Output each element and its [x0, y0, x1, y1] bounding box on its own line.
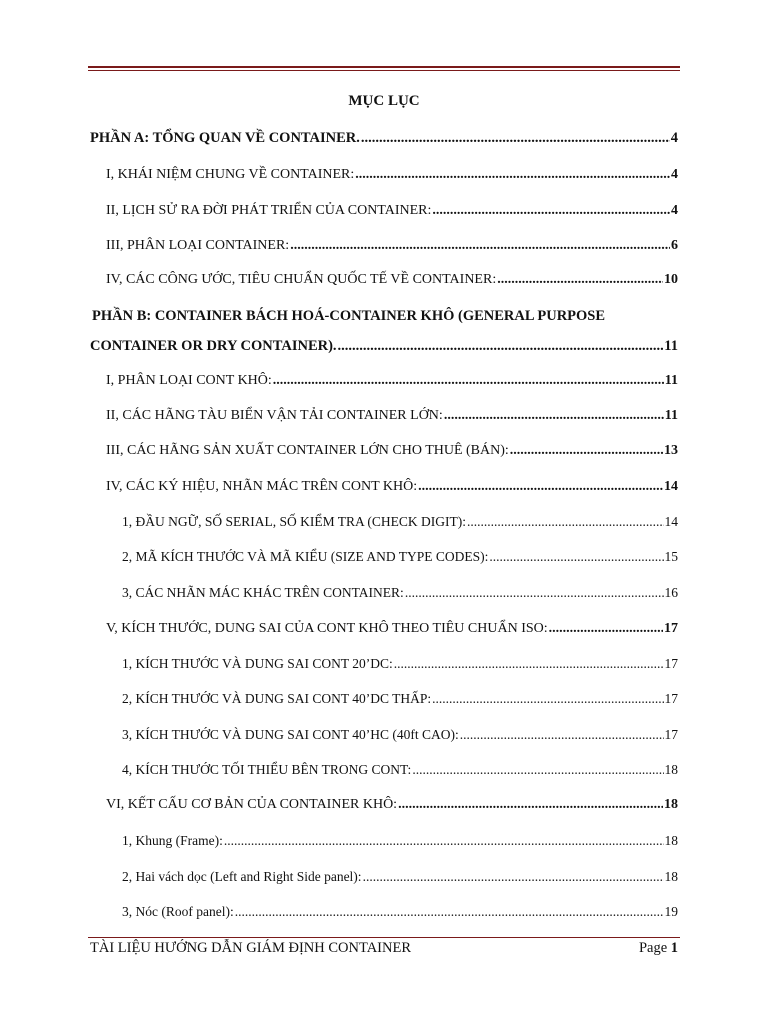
toc-entry-label: 2, Hai vách dọc (Left and Right Side panel): [122, 869, 362, 884]
toc-entry[interactable] [90, 128, 678, 148]
toc-entry-label: II, LỊCH SỬ RA ĐỜI PHÁT TRIỂN CỦA CONTAINER: [106, 203, 432, 218]
toc-entry-page: 13 [664, 443, 678, 458]
toc-entry[interactable] [106, 795, 678, 815]
toc-entry-page: 18 [664, 762, 678, 777]
toc-entry-label: II, CÁC HÃNG TÀU BIỂN VẬN TẢI CONTAINER LỚN: [106, 408, 443, 423]
toc-entry-page: 4 [671, 167, 678, 182]
toc-entry-label: VI, KẾT CẤU CƠ BẢN CỦA CONTAINER KHÔ: [106, 797, 398, 812]
toc-entry[interactable] [122, 831, 678, 851]
toc-entry[interactable] [106, 406, 678, 426]
toc-entry-label: III, PHÂN LOẠI CONTAINER: [106, 238, 290, 253]
toc-entry-page: 18 [664, 833, 678, 848]
toc-entry-label: CONTAINER OR DRY CONTAINER). [90, 338, 337, 354]
toc-heading: MỤC LỤC [348, 93, 420, 109]
leader-dots [290, 236, 670, 256]
toc-entry-label: V, KÍCH THƯỚC, DUNG SAI CỦA CONT KHÔ THEO TIÊU CHUẨN ISO: [106, 621, 548, 636]
toc-entry[interactable] [106, 441, 678, 461]
toc-entry-label: I, KHÁI NIỆM CHUNG VỀ CONTAINER: [106, 167, 355, 182]
toc-entry-page: 17 [664, 656, 678, 671]
toc-entry[interactable] [122, 547, 678, 567]
toc-entry-label-line1[interactable]: PHẦN B: CONTAINER BÁCH HOÁ-CONTAINER KHÔ (GENERAL PURPOSE [92, 308, 606, 324]
leader-dots [432, 689, 663, 709]
toc-entry-page: 15 [664, 549, 678, 564]
toc-entry[interactable] [106, 236, 678, 256]
toc-entry-page: 18 [664, 797, 678, 812]
toc-entry-page: 11 [664, 338, 678, 354]
toc-entry-label: PHẦN A: TỔNG QUAN VỀ CONTAINER. [90, 130, 360, 146]
leader-dots [432, 201, 670, 221]
leader-dots [460, 725, 664, 745]
toc-entry[interactable] [106, 165, 678, 185]
toc-entry-label: 4, KÍCH THƯỚC TỐI THIỂU BÊN TRONG CONT: [122, 762, 412, 777]
leader-dots [363, 867, 664, 887]
toc-entry-page: 6 [671, 238, 678, 253]
toc-entry[interactable] [106, 270, 678, 290]
leader-dots [489, 547, 663, 567]
leader-dots [412, 760, 663, 780]
toc-entry-label: 3, Nóc (Roof panel): [122, 904, 234, 919]
toc-entry-page: 19 [664, 904, 678, 919]
toc-entry-label: 1, ĐẦU NGỮ, SỐ SERIAL, SỐ KIỂM TRA (CHECK DIGIT): [122, 514, 466, 529]
toc-entry[interactable] [122, 725, 678, 745]
toc-entry[interactable] [122, 512, 678, 532]
toc-entry-label: 3, KÍCH THƯỚC VÀ DUNG SAI CONT 40’HC (40ft CAO): [122, 727, 459, 742]
toc-entry-page: 11 [664, 373, 678, 388]
toc-entry-page: 14 [664, 514, 678, 529]
toc-entry[interactable] [106, 201, 678, 221]
toc-entry-label: 1, Khung (Frame): [122, 833, 223, 848]
toc-entry-page: 4 [670, 130, 678, 146]
toc-entry-page: 11 [664, 408, 678, 423]
toc-entry-label: IV, CÁC CÔNG ƯỚC, TIÊU CHUẨN QUỐC TẾ VỀ CONTAINER: [106, 272, 497, 287]
leader-dots [398, 795, 663, 815]
toc-entry-label: 1, KÍCH THƯỚC VÀ DUNG SAI CONT 20’DC: [122, 656, 393, 671]
leader-dots [338, 336, 664, 356]
toc-entry[interactable] [106, 371, 678, 391]
leader-dots [497, 270, 663, 290]
footer-page-number: 1 [670, 940, 678, 956]
leader-dots [224, 831, 664, 851]
toc-entry[interactable] [122, 902, 678, 922]
toc-entry-page: 4 [671, 203, 678, 218]
leader-dots [418, 477, 663, 497]
toc-entry[interactable] [106, 619, 678, 639]
toc-entry[interactable] [122, 867, 678, 887]
toc-entry-page: 14 [664, 479, 678, 494]
footer-title: TÀI LIỆU HƯỚNG DẪN GIÁM ĐỊNH CONTAINER [90, 940, 411, 956]
toc-entry[interactable] [122, 654, 678, 674]
toc-entry-page: 17 [664, 621, 678, 636]
toc-entry-label: III, CÁC HÃNG SẢN XUẤT CONTAINER LỚN CHO THUÊ (BÁN): [106, 443, 509, 458]
leader-dots [549, 619, 663, 639]
leader-dots [273, 371, 664, 391]
toc-entry-page: 16 [664, 585, 678, 600]
toc-entry-page: 10 [664, 272, 678, 287]
footer-page-prefix: Page [638, 940, 668, 956]
toc-entry-label: 2, KÍCH THƯỚC VÀ DUNG SAI CONT 40’DC THẤP: [122, 691, 432, 706]
toc-entry-page: 18 [664, 869, 678, 884]
leader-dots [405, 583, 664, 603]
footer-rule [88, 937, 680, 938]
toc-entry[interactable] [122, 689, 678, 709]
toc-entry[interactable] [106, 477, 678, 497]
leader-dots [510, 441, 663, 461]
toc-entry-label: 2, MÃ KÍCH THƯỚC VÀ MÃ KIỂU (SIZE AND TYPE CODES): [122, 549, 489, 564]
leader-dots [467, 512, 664, 532]
toc-entry[interactable] [122, 760, 678, 780]
leader-dots [394, 654, 664, 674]
footer-page [639, 940, 678, 957]
toc-entry-label: 3, CÁC NHÃN MÁC KHÁC TRÊN CONTAINER: [122, 585, 404, 600]
leader-dots [444, 406, 664, 426]
toc-entry[interactable] [122, 583, 678, 603]
leader-dots [361, 128, 670, 148]
toc-entry-page: 17 [664, 691, 678, 706]
toc-entry-label: I, PHÂN LOẠI CONT KHÔ: [106, 373, 272, 388]
toc-entry-label: IV, CÁC KÝ HIỆU, NHÃN MÁC TRÊN CONT KHÔ: [106, 479, 418, 494]
leader-dots [355, 165, 670, 185]
toc-entry[interactable] [90, 336, 678, 356]
leader-dots [235, 902, 664, 922]
toc-entry-page: 17 [664, 727, 678, 742]
